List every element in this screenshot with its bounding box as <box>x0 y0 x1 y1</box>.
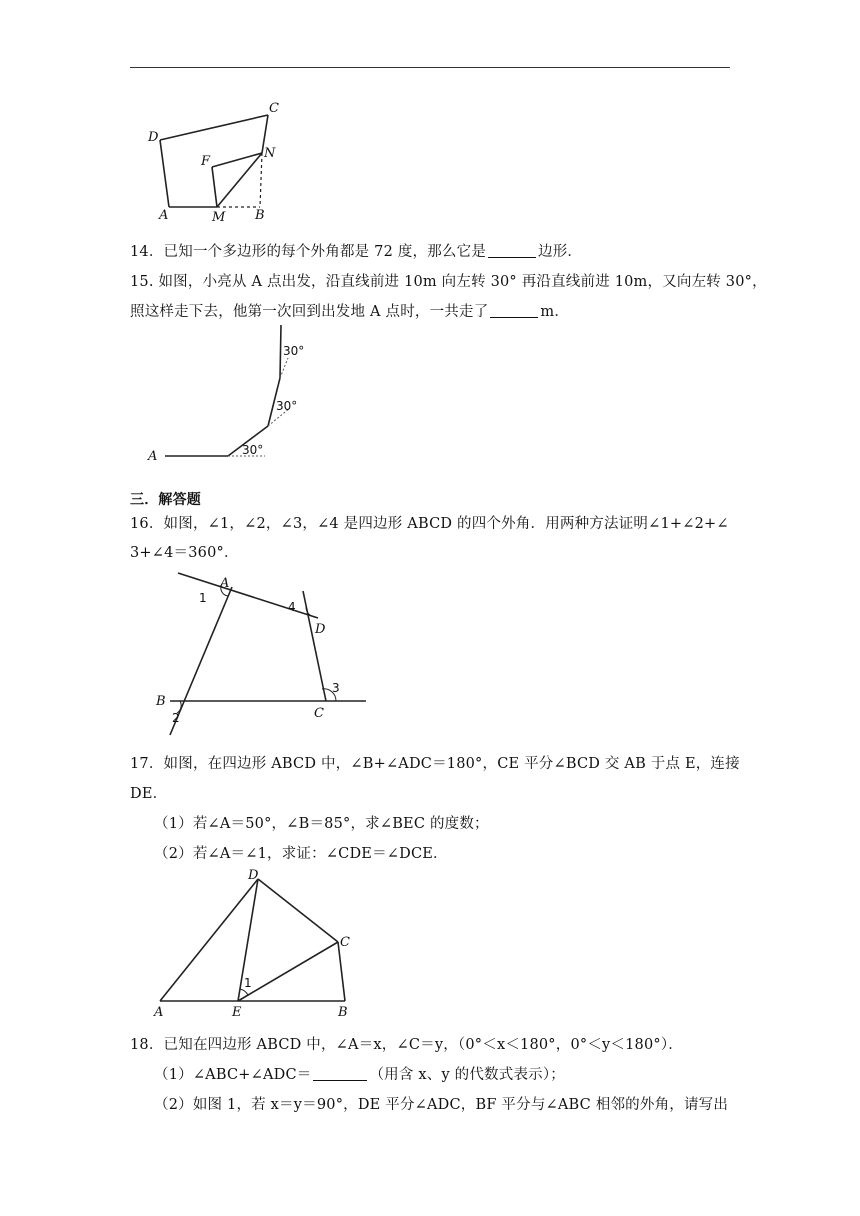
label-d: D <box>148 130 159 145</box>
label-c: C <box>269 101 279 116</box>
label-d: D <box>248 868 259 883</box>
question-14-suffix: 边形． <box>538 244 583 260</box>
answer-blank-18[interactable] <box>313 1066 367 1081</box>
label-b: B <box>338 1005 348 1020</box>
figure-quadrilateral-ce-bisector <box>140 865 370 1025</box>
question-17-line2: DE． <box>130 786 168 802</box>
question-17-part2: （2）若∠A＝∠1，求证：∠CDE＝∠DCE． <box>154 846 448 862</box>
label-d: D <box>315 622 326 637</box>
question-17-line1: 17．如图，在四边形 ABCD 中，∠B+∠ADC＝180°，CE 平分∠BCD 交 AB 于点 E，连接 <box>130 756 740 772</box>
question-17-part1: （1）若∠A＝50°，∠B＝85°，求∠BEC 的度数； <box>154 816 489 832</box>
header-rule <box>130 67 730 68</box>
label-n: N <box>264 146 276 161</box>
angle-label-1: 1 <box>244 976 252 990</box>
label-a: A <box>159 208 169 223</box>
answer-blank-14[interactable] <box>488 243 536 258</box>
label-a: A <box>154 1005 164 1020</box>
question-15-line2 <box>130 300 569 321</box>
question-16-line2: 3+∠4＝360°． <box>130 545 239 561</box>
label-a: A <box>220 576 230 591</box>
question-14 <box>130 240 582 261</box>
figure-quadrilateral-abcd-fold <box>140 95 290 225</box>
label-a: A <box>148 449 158 464</box>
label-b: B <box>255 208 265 223</box>
angle-label-1: 30° <box>242 443 264 457</box>
question-15-line1: 15. 如图，小亮从 A 点出发，沿直线前进 10m 向左转 30° 再沿直线前进 10m，又向左转 30°， <box>130 274 767 290</box>
label-b: B <box>156 694 166 709</box>
figure-walking-path <box>140 320 320 470</box>
section-heading: 三．解答题 <box>130 492 201 508</box>
label-m: M <box>212 210 226 225</box>
question-16-line1: 16．如图，∠1，∠2，∠3，∠4 是四边形 ABCD 的四个外角．用两种方法证明∠1+∠2+∠ <box>130 516 729 532</box>
label-e: E <box>232 1005 242 1020</box>
question-14-text: 14．已知一个多边形的每个外角都是 72 度，那么它是 <box>130 244 487 260</box>
label-f: F <box>201 154 211 169</box>
angle-label-3: 30° <box>283 344 305 358</box>
angle-label-1: 1 <box>199 591 207 605</box>
angle-label-4: 4 <box>288 600 296 614</box>
question-18-part2: （2）如图 1，若 x＝y＝90°，DE 平分∠ADC，BF 平分与∠ABC 相邻的外角，请写出 <box>154 1097 729 1113</box>
label-c: C <box>340 935 350 950</box>
question-15-text: 照这样走下去，他第一次回到出发地 A 点时，一共走了 <box>130 304 489 320</box>
figure-quadrilateral-exterior-angles <box>140 565 380 745</box>
question-18-line1: 18．已知在四边形 ABCD 中，∠A＝x，∠C＝y，（0°＜x＜180°，0°＜y＜180°）． <box>130 1037 683 1053</box>
question-18-part1 <box>154 1063 565 1084</box>
label-c: C <box>314 706 324 721</box>
angle-label-2: 30° <box>276 399 298 413</box>
question-15-suffix: m． <box>540 304 570 320</box>
question-18-part1-suffix: （用含 x、y 的代数式表示）； <box>369 1067 566 1083</box>
angle-label-2: 2 <box>172 711 180 725</box>
angle-label-3: 3 <box>332 681 340 695</box>
question-18-part1-text: （1）∠ABC+∠ADC＝ <box>154 1067 312 1083</box>
answer-blank-15[interactable] <box>490 303 538 318</box>
